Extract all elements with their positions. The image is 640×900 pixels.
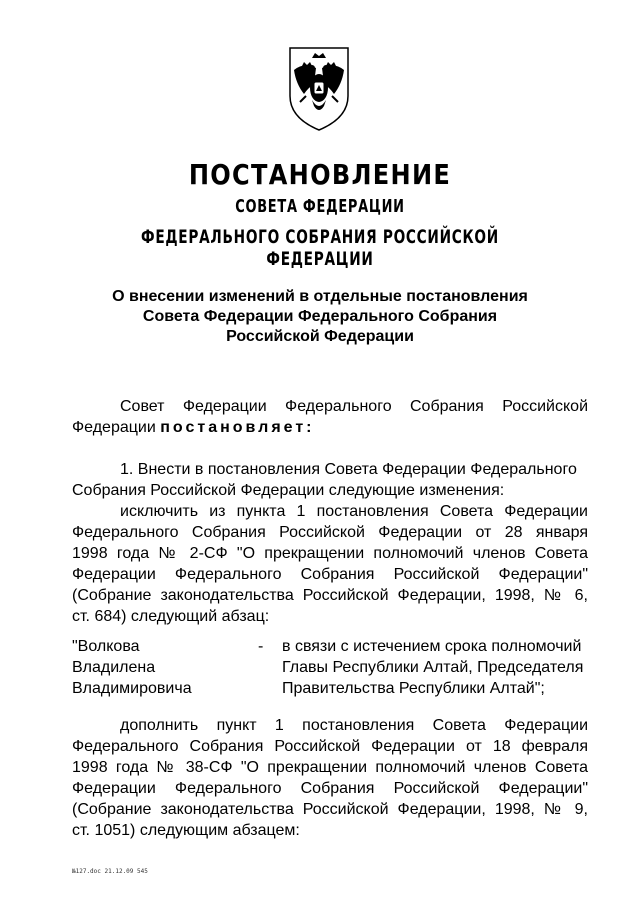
exclude-line: исключить из пункта 1 постановления Совета Федерации [120,503,588,520]
file-reference-footer: №127.doc 21.12.09 545 [72,868,148,875]
supplement-paragraph [72,715,588,841]
exclude-paragraph [72,501,588,627]
exclude-line: ст. 684) следующий абзац: [72,608,270,625]
member-reason-line: Главы Республики Алтай, Председателя [282,659,584,676]
item-1-line: 1. Внести в постановления Совета Федерации Федерального [120,461,577,478]
preamble-plain: Федерации [72,419,161,436]
supplement-line: (Собрание законодательства Российской Федерации, 1998, № 9, [72,801,588,818]
supplement-line: ст. 1051) следующим абзацем: [72,822,300,839]
exclude-line: 1998 года № 2-СФ "О прекращении полномочий членов Совета [72,545,588,562]
subject-line: Совета Федерации Федерального Собрания [142,308,498,325]
member-reason [282,636,592,699]
member-reason-line: в связи с истечением срока полномочий [282,638,582,655]
exclude-line: Федерального Собрания Российской Федерации от 28 января [72,524,588,541]
exclude-line: Федерации Федерального Собрания Российской Федерации" [72,566,588,583]
supplement-line: Федерального Собрания Российской Федерации от 18 февраля [72,738,588,755]
supplement-line: 1998 года № 38-СФ "О прекращении полномочий членов Совета [72,759,588,776]
member-name-line: Владилена [72,659,156,676]
supplement-line: дополнить пункт 1 постановления Совета Федерации [120,717,588,734]
russian-coat-of-arms-icon [286,44,352,134]
supplement-line: Федерации Федерального Собрания Российской Федерации" [72,780,588,797]
entry-dash: - [258,638,264,655]
exclude-line: (Собрание законодательства Российской Федерации, 1998, № 6, [72,587,588,604]
member-name-line: "Волкова [72,638,140,655]
subject-line: О внесении изменений в отдельные постановления [112,288,528,305]
preamble-decree-word: постановляет: [160,419,315,436]
document-title: ПОСТАНОВЛЕНИЕ [188,158,452,191]
member-reason-line: Правительства Республики Алтай"; [282,680,545,697]
document-subject [60,287,580,347]
item-1-line: Собрания Российской Федерации следующие изменения: [72,482,505,499]
item-1-paragraph [72,459,588,501]
document-subtitle-assembly: ФЕДЕРАЛЬНОГО СОБРАНИЯ РОССИЙСКОЙ ФЕДЕРАЦИИ [141,226,499,270]
member-name-line: Владимировича [72,680,192,697]
member-name [72,636,262,699]
preamble-line: Совет Федерации Федерального Собрания Российской [120,398,588,415]
subject-line: Российской Федерации [226,328,414,345]
document-subtitle-council: СОВЕТА ФЕДЕРАЦИИ [235,196,405,217]
preamble-paragraph [72,396,588,438]
preamble-line [72,417,588,438]
